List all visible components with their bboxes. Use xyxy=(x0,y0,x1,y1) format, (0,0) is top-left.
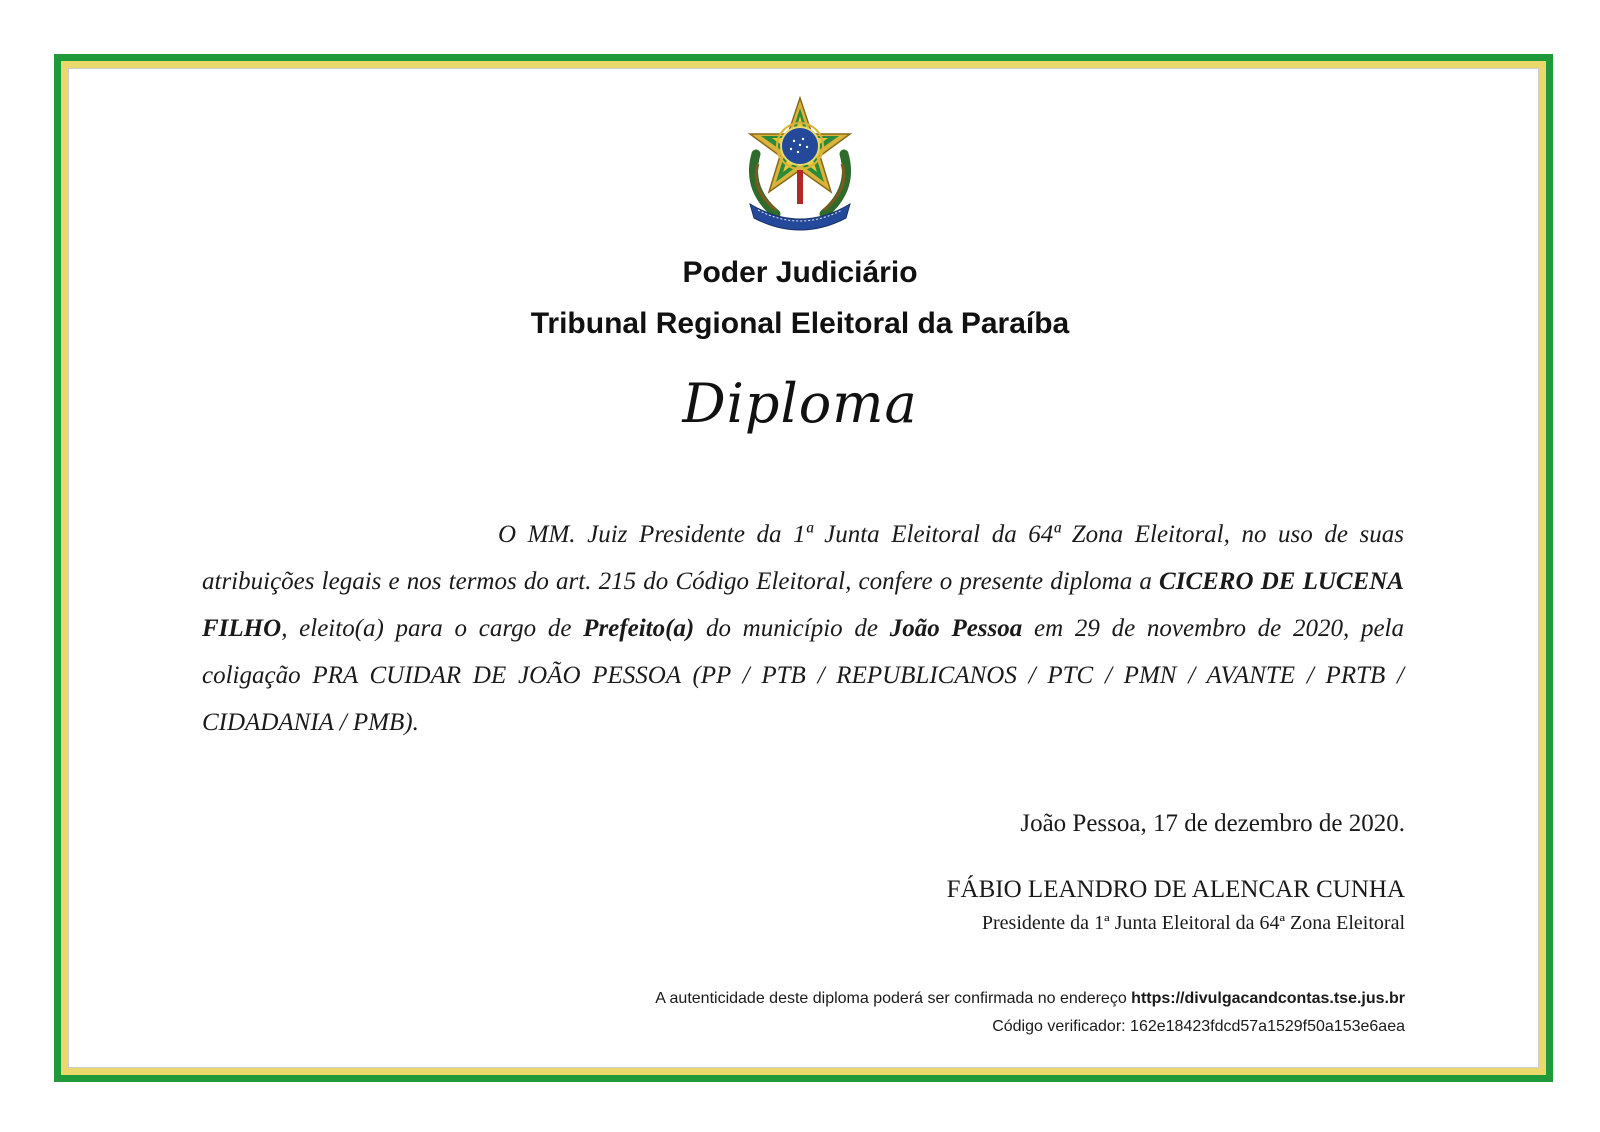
institution-line-2: Tribunal Regional Eleitoral da Paraíba xyxy=(530,307,1070,340)
municipality-name: João Pessoa xyxy=(889,615,1023,642)
signer-role: Presidente da 1ª Junta Eleitoral da 64ª Zona Eleitoral xyxy=(981,912,1405,934)
authenticity-note xyxy=(655,990,1405,1008)
body-intro: O MM. Juiz Presidente da 1ª Junta Eleitoral da 64ª Zona Eleitoral, no uso de suas atribuições legais e nos termos do art. 215 do Código Eleitoral, confere o presente diploma a xyxy=(202,521,1404,595)
verification-link[interactable]: https://divulgacandcontas.tse.jus.br xyxy=(1131,990,1405,1007)
verification-code: 162e18423fdcd57a1529f50a153e6aea xyxy=(1130,1018,1405,1035)
body-mid-1: , eleito(a) para o cargo de xyxy=(281,615,584,642)
office-name: Prefeito(a) xyxy=(583,615,695,642)
body-outro: em 29 de novembro de 2020, pela coligação PRA CUIDAR DE JOÃO PESSOA (PP / PTB / REPUBLICANOS / PTC / PMN / AVANTE / PRTB / CIDADANIA / PMB). xyxy=(202,615,1404,736)
document-title: Diploma xyxy=(682,372,918,435)
verification-code-label: Código verificador: xyxy=(992,1018,1131,1035)
verification-code-line xyxy=(992,1018,1405,1036)
diploma-body xyxy=(202,511,1404,746)
body-mid-2: do município de xyxy=(694,615,890,642)
brazil-coat-of-arms-icon xyxy=(736,94,864,234)
institution-line-1: Poder Judiciário xyxy=(682,256,918,289)
signer-name: FÁBIO LEANDRO DE ALENCAR CUNHA xyxy=(946,876,1405,903)
elected-name: CICERO DE LUCENA FILHO xyxy=(202,568,1404,642)
place-and-date: João Pessoa, 17 de dezembro de 2020. xyxy=(1020,810,1405,837)
authenticity-text: A autenticidade deste diploma poderá ser confirmada no endereço xyxy=(655,990,1132,1007)
